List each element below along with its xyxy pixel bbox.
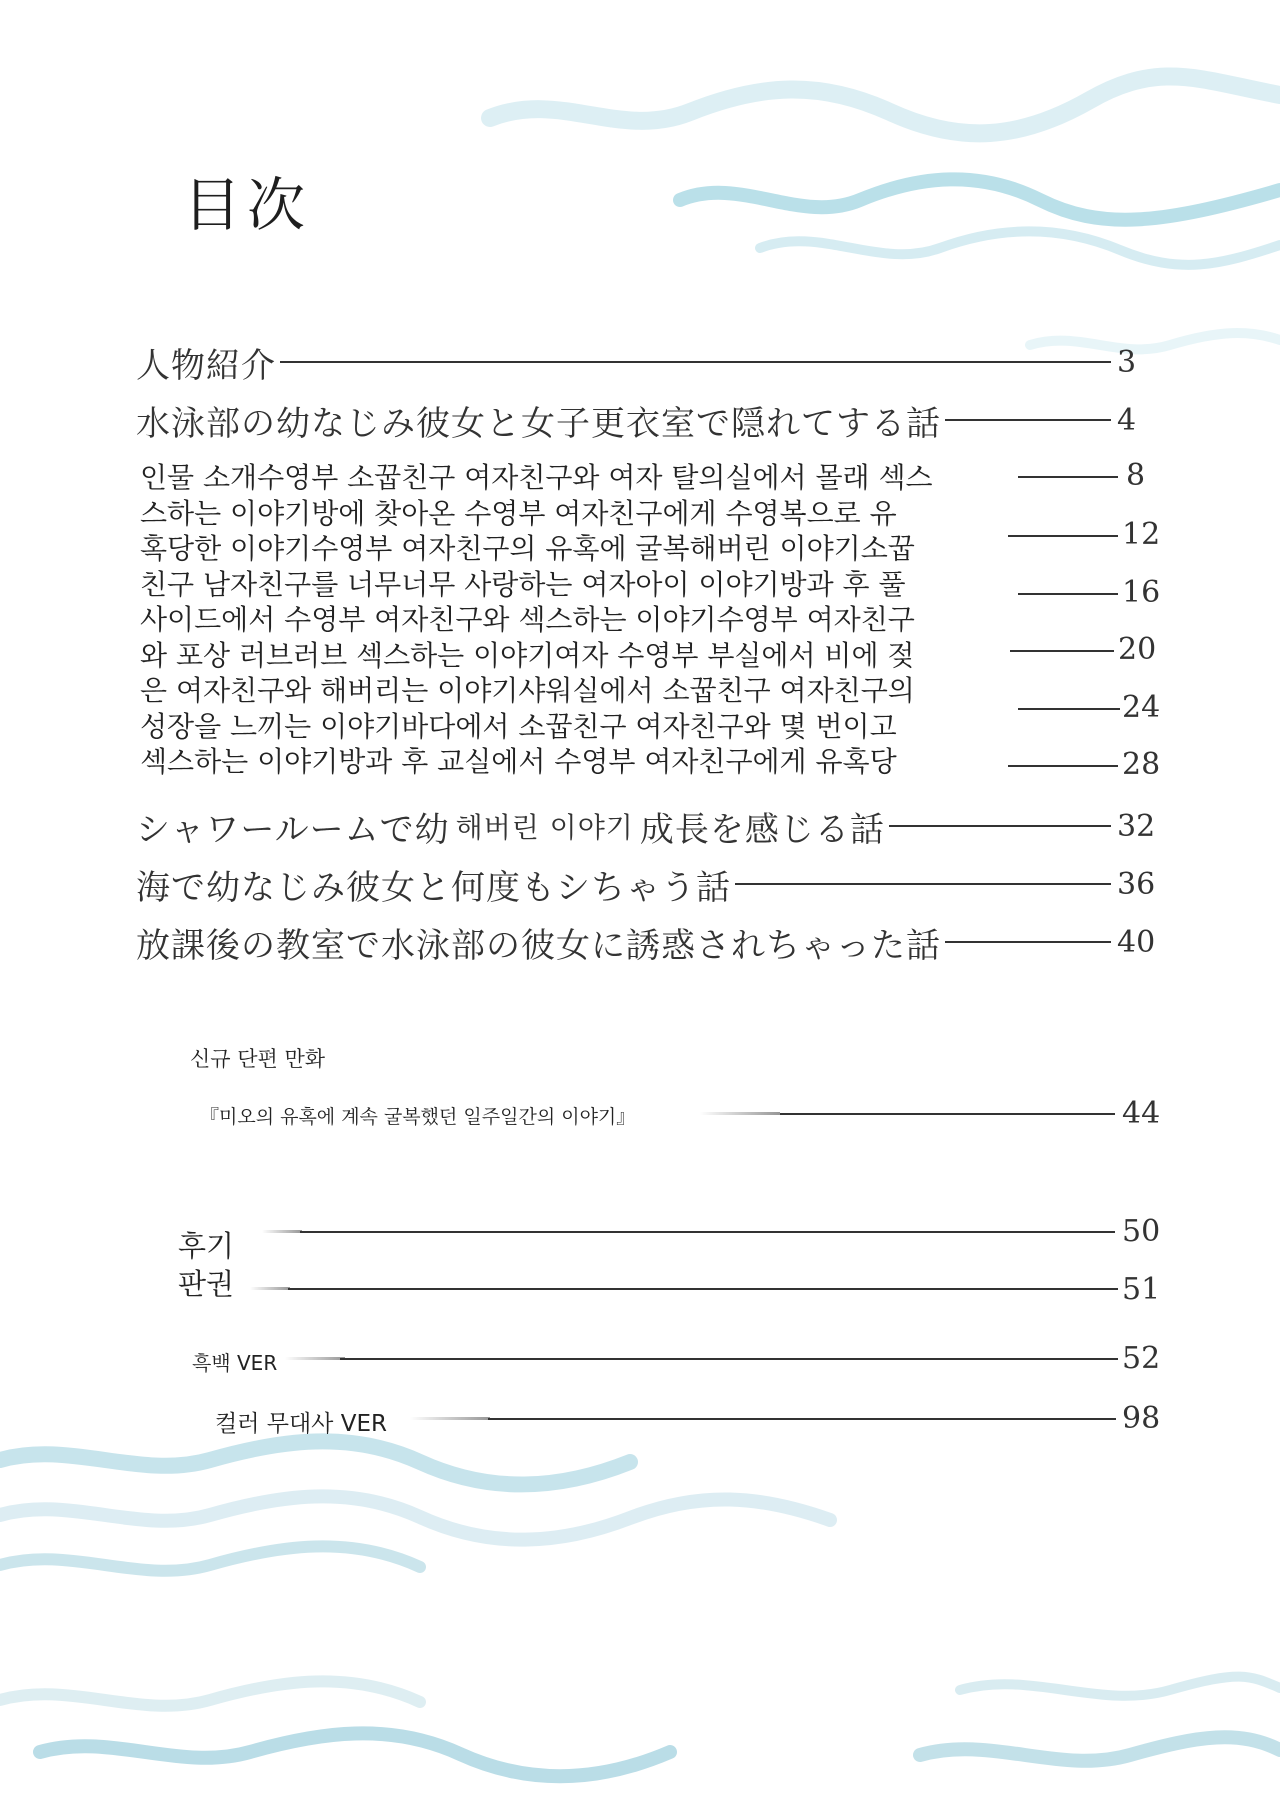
toc-page-number: 51 [1122, 1272, 1161, 1307]
toc-page-number: 52 [1122, 1341, 1161, 1376]
toc-leader [288, 1288, 1118, 1290]
toc-leader [280, 361, 1111, 363]
korean-line: 섹스하는 이야기방과 후 교실에서 수영부 여자친구에게 유혹당 [140, 745, 897, 778]
toc-label: 放課後の教室で水泳部の彼女に誘惑されちゃった話 [136, 925, 941, 966]
toc-leader [1010, 650, 1114, 652]
new-short-title[interactable]: 『미오의 유혹에 계속 굴복했던 일주일간의 이야기』 [200, 1106, 636, 1128]
korean-line: 사이드에서 수영부 여자친구와 섹스하는 이야기수영부 여자친구 [140, 603, 915, 636]
korean-line: 스하는 이야기방에 찾아온 수영부 여자친구에게 수영복으로 유 [140, 496, 897, 530]
toc-label: 人物紹介 [136, 345, 276, 386]
afterword-label[interactable]: 후기 [178, 1229, 235, 1263]
toc-label: 海で幼なじみ彼女と何度もシちゃう話 [136, 867, 731, 908]
new-short-heading: 신규 단편 만화 [190, 1047, 326, 1071]
toc-leader [889, 825, 1111, 827]
toc-page-number: 36 [1117, 866, 1156, 902]
copyright-label[interactable]: 판권 [178, 1267, 235, 1301]
korean-line: 와 포상 러브러브 섹스하는 이야기여자 수영부 부실에서 비에 젖 [140, 638, 915, 672]
toc-leader [340, 1358, 1118, 1360]
leader-fade [262, 1230, 302, 1233]
korean-line: 친구 남자친구를 너무너무 사랑하는 여자아이 이야기방과 후 풀 [140, 567, 906, 601]
toc-row-sea[interactable] [136, 858, 1161, 910]
toc-row-story-1[interactable] [136, 394, 1161, 446]
toc-page-number: 98 [1122, 1401, 1161, 1436]
toc-label-overlay: 해버린 이야기 [455, 811, 634, 844]
toc-label-tail: 成長を感じる話 [639, 809, 885, 850]
toc-page-number: 20 [1118, 632, 1157, 667]
toc-page-number: 8 [1126, 458, 1146, 493]
leader-fade [410, 1417, 490, 1420]
toc-page-number: 44 [1122, 1096, 1161, 1131]
korean-line: 인물 소개수영부 소꿉친구 여자친구와 여자 탈의실에서 몰래 섹스 [140, 461, 933, 494]
korean-line: 은 여자친구와 해버리는 이야기샤워실에서 소꿉친구 여자친구의 [140, 674, 915, 707]
toc-leader [1018, 708, 1120, 710]
toc-page-number: 4 [1117, 402, 1137, 438]
toc-leader [1008, 765, 1118, 767]
toc-leader [1018, 476, 1118, 478]
toc-leader [300, 1231, 1115, 1233]
toc-leader [735, 883, 1111, 885]
korean-line: 성장을 느끼는 이야기바다에서 소꿉친구 여자친구와 몇 번이고 [140, 709, 897, 743]
color-version-label[interactable]: 컬러 무대사 VER [215, 1411, 387, 1437]
toc-leader [945, 941, 1111, 943]
toc-row-shower[interactable] [136, 800, 1161, 852]
toc-page-number: 40 [1117, 924, 1156, 960]
toc-page-number: 16 [1122, 575, 1161, 610]
toc-leader [488, 1418, 1116, 1420]
korean-line: 혹당한 이야기수영부 여자친구의 유혹에 굴복해버린 이야기소꿉 [140, 532, 915, 565]
toc-label: 水泳部の幼なじみ彼女と女子更衣室で隠れてする話 [136, 403, 941, 444]
toc-label: シャワールームで幼 [136, 809, 450, 850]
toc-leader [945, 419, 1111, 421]
leader-fade [285, 1357, 345, 1360]
toc-page-number: 3 [1117, 344, 1137, 380]
toc-page-number: 28 [1122, 747, 1161, 782]
toc-page-number: 50 [1122, 1214, 1161, 1249]
toc-leader [1008, 535, 1118, 537]
toc-leader [780, 1113, 1115, 1115]
leader-fade [250, 1287, 290, 1290]
korean-translation-block [140, 460, 1020, 780]
page-title: 目次 [183, 171, 312, 239]
toc-page-number: 12 [1122, 517, 1161, 552]
toc-page-number: 24 [1122, 690, 1161, 725]
toc-page-number: 32 [1117, 808, 1156, 844]
toc-row-after-school[interactable] [136, 916, 1161, 968]
toc-row-characters[interactable] [136, 336, 1161, 388]
leader-fade [700, 1112, 780, 1115]
toc-leader [1018, 593, 1118, 595]
bw-version-label[interactable]: 흑백 VER [192, 1351, 278, 1375]
